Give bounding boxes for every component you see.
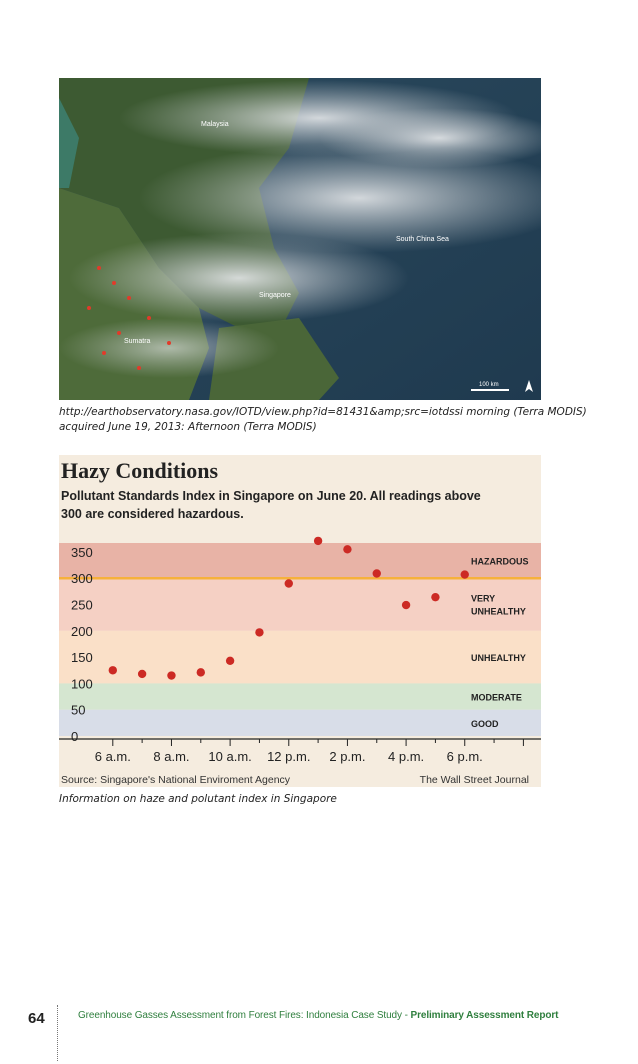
band-label: UNHEALTHY	[471, 606, 526, 617]
scale-label: 100 km	[479, 382, 499, 388]
band-label: UNHEALTHY	[471, 653, 526, 664]
map-label-malaysia: Malaysia	[201, 121, 229, 128]
psi-reading-point	[314, 537, 322, 545]
caption-line-2: acquired June 19, 2013: Afternoon (Terra MODIS)	[59, 421, 317, 433]
band-hazardous	[59, 543, 541, 578]
band-label: VERY	[471, 593, 496, 604]
footer-divider	[57, 1005, 58, 1061]
band-good	[59, 710, 541, 736]
band-unhealthy	[59, 631, 541, 684]
y-tick-label: 150	[71, 650, 93, 666]
psi-reading-point	[167, 671, 175, 679]
y-tick-label: 300	[71, 571, 93, 587]
chart-subtitle-2: 300 are considered hazardous.	[61, 507, 244, 521]
y-tick-label: 200	[71, 623, 93, 639]
x-tick-label: 2 p.m.	[329, 749, 366, 764]
psi-reading-point	[343, 545, 351, 553]
band-very	[59, 578, 541, 631]
band-label: HAZARDOUS	[471, 556, 529, 567]
footer-text	[78, 1010, 558, 1021]
chart-credit: The Wall Street Journal	[419, 774, 529, 786]
chart-subtitle-1: Pollutant Standards Index in Singapore on June 20. All readings above	[61, 489, 481, 503]
map-label-singapore: Singapore	[259, 292, 291, 299]
psi-reading-point	[285, 579, 293, 587]
x-tick-label: 4 p.m.	[388, 749, 425, 764]
psi-reading-point	[197, 668, 205, 676]
satellite-image	[59, 78, 541, 400]
band-label: GOOD	[471, 718, 499, 729]
hazy-conditions-chart	[59, 455, 541, 787]
psi-reading-point	[402, 601, 410, 609]
band-moderate	[59, 683, 541, 709]
psi-reading-point	[461, 570, 469, 578]
psi-reading-point	[109, 666, 117, 674]
map-label-sumatra: Sumatra	[124, 338, 151, 345]
chart-title: Hazy Conditions	[61, 458, 219, 483]
psi-reading-point	[138, 670, 146, 678]
psi-reading-point	[373, 569, 381, 577]
x-tick-label: 12 p.m.	[267, 749, 311, 764]
y-tick-label: 0	[71, 729, 79, 744]
psi-reading-point	[255, 628, 263, 636]
x-tick-label: 8 a.m.	[153, 749, 190, 764]
x-tick-label: 6 p.m.	[446, 749, 483, 764]
caption-line-1: http://earthobservatory.nasa.gov/IOTD/view.php?id=81431&amp;src=iotdssi morning (Terra MODIS)	[59, 406, 587, 418]
y-tick-label: 250	[71, 597, 93, 613]
page-number: 64	[28, 1010, 45, 1027]
y-tick-label: 50	[71, 702, 86, 718]
psi-reading-point	[226, 657, 234, 665]
chart-source: Source: Singapore's National Enviroment Agency	[61, 774, 291, 786]
chart-caption: Information on haze and polutant index in Singapore	[59, 793, 337, 805]
x-tick-label: 6 a.m.	[94, 749, 131, 764]
footer-title: Greenhouse Gasses Assessment from Forest Fires: Indonesia Case Study -	[78, 1010, 411, 1021]
x-tick-label: 10 a.m.	[208, 749, 252, 764]
band-label: MODERATE	[471, 692, 522, 703]
psi-reading-point	[431, 593, 439, 601]
y-tick-label: 350	[71, 544, 93, 560]
image-caption	[59, 405, 587, 435]
y-tick-label: 100	[71, 676, 93, 692]
footer-report-type: Preliminary Assessment Report	[410, 1010, 559, 1021]
map-label-south-china-sea: South China Sea	[396, 236, 449, 243]
